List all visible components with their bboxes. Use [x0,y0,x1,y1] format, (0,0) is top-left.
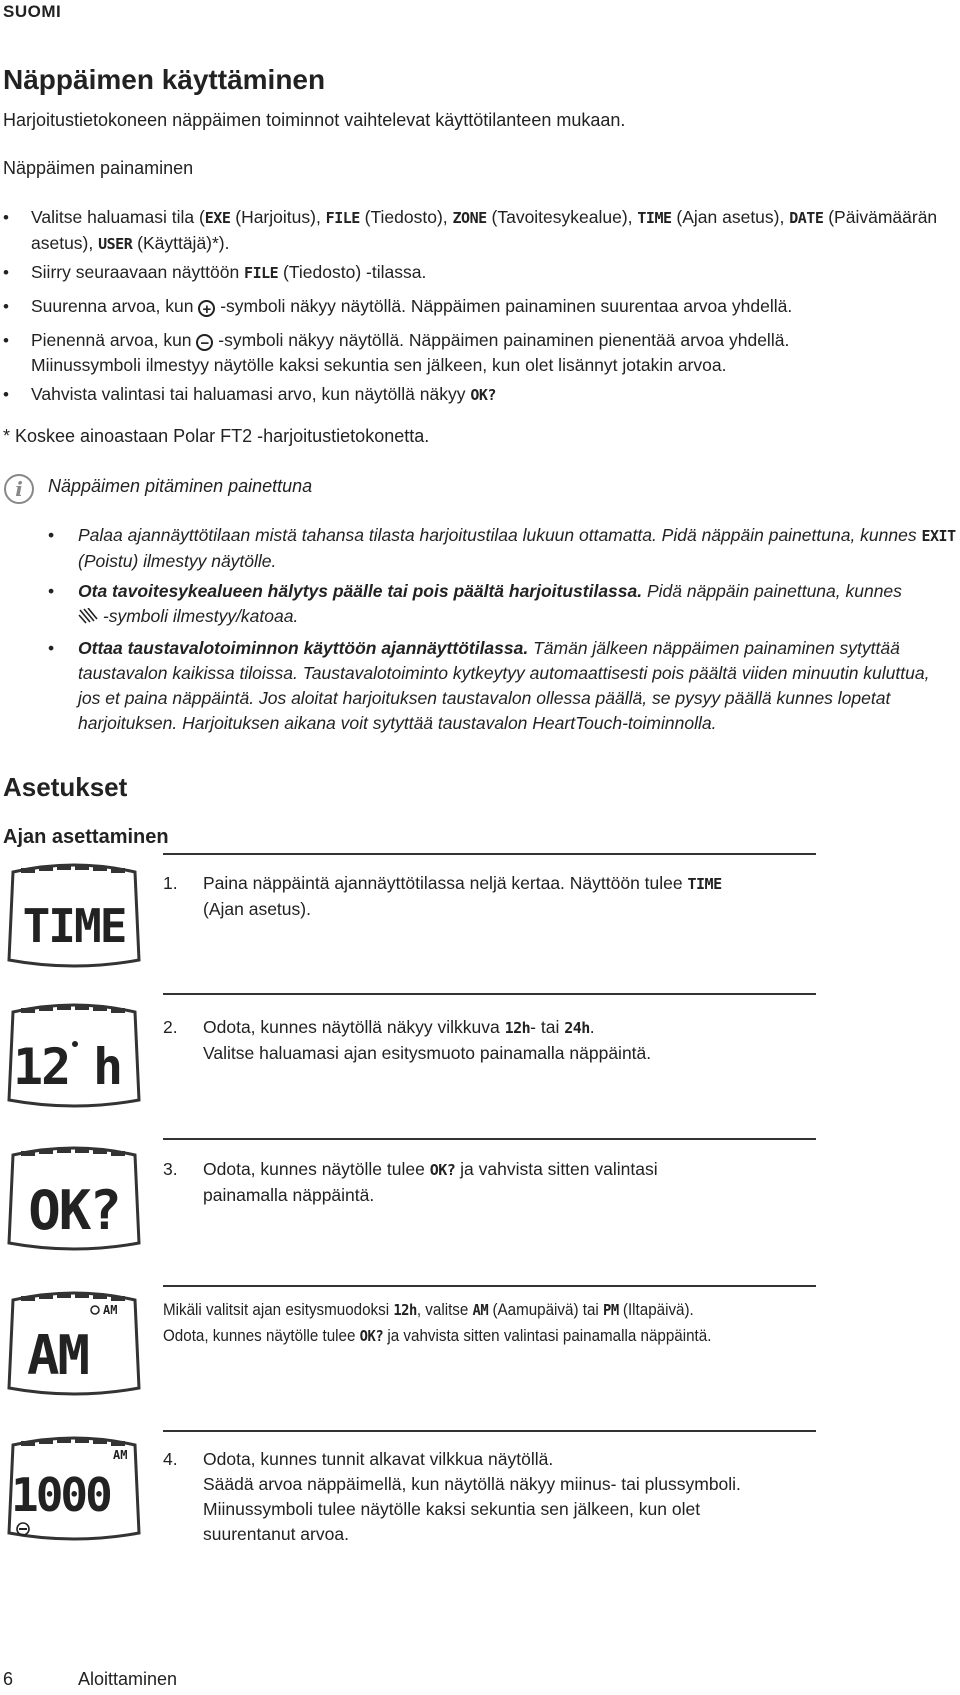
screen-text: AM [27,1324,89,1387]
intro-text: Harjoitustietokoneen näppäimen toiminnot vaihtelevat käyttötilanteen mukaan. [3,110,626,130]
time-setting-heading: Ajan asettaminen [3,826,169,848]
bullet-dot: • [3,208,9,227]
footnote: * Koskee ainoastaan Polar FT2 -harjoitustietokonetta. [3,426,430,446]
am-pm-note: Mikäli valitsit ajan esitysmuodoksi 12h, valitse AM (Aamupäivä) tai PM (Iltapäivä). Odota, kunnes näytölle tulee OK? ja vahvista sitten valintasi painamalla näppäintä. [163,1301,712,1345]
step-1: 1. Paina näppäintä ajannäyttötilassa neljä kertaa. Näyttöön tulee TIME (Ajan asetus). [163,873,722,919]
step-2: 2. Odota, kunnes näytöllä näkyy vilkkuva 12h- tai 24h. Valitse haluamasi ajan esitysmuoto painamalla näppäintä. [163,1017,652,1063]
hold-item-zone-alarm: • Ota tavoitesykealueen hälytys päälle tai pois päältä harjoitustilassa. Pidä näppäin painettuna, kunnes -symboli ilmestyy/katoaa. [48,581,902,626]
divider [163,993,816,995]
divider [163,1285,816,1287]
divider [163,1138,816,1140]
plus-icon: + [198,300,215,317]
screen-small-text: AM [103,1303,118,1317]
screen-text: TIME [22,899,126,953]
divider [163,853,816,855]
alarm-icon [78,608,98,624]
info-icon: i [4,474,34,504]
screen-text: OK? [28,1179,120,1242]
screen-small-text: AM [113,1448,128,1462]
press-heading: Näppäimen painaminen [3,158,194,178]
watch-screen-1000 [3,1433,145,1543]
hold-heading: Näppäimen pitäminen painettuna [48,476,313,496]
watch-screen-12h [3,1000,145,1110]
footer-section: Aloittaminen [78,1669,178,1689]
screen-text: 12 [13,1038,70,1096]
bullet-text: Valitse haluamasi tila (EXE (Harjoitus), FILE (Tiedosto), ZONE (Tavoitesykealue), TIME (Ajan asetus), DATE (Päivämäärän asetus), USER (Käyttäjä)*). [31,207,938,253]
language-label: SUOMI [3,2,62,21]
page-title: Näppäimen käyttäminen [3,64,326,95]
watch-screen-am [3,1288,145,1398]
watch-screen-time [3,860,145,970]
page-number: 6 [3,1669,14,1689]
step-4: 4. Odota, kunnes tunnit alkavat vilkkua näytöllä. Säädä arvoa näppäimellä, kun näytöllä näkyy miinus- tai plussymboli. Miinussymboli tulee näytölle kaksi sekuntia sen jälkeen, kun olet suurentanut arvoa. [163,1449,741,1544]
settings-heading: Asetukset [3,772,128,802]
screen-text: h [93,1038,124,1096]
hold-item-backlight: • Ottaa taustavalotoiminnon käyttöön ajannäyttötilassa. Tämän jälkeen näppäimen painaminen sytyttää taustavalon kaikissa tiloissa. Taustavalotoiminto kytkeytyy automaattisesti pois päältä viiden minuutin kuluttua, jos et paina näppäintä. Jos aloitat harjoituksen taustavalon ollessa päällä, se pysyy päällä kunnes lopetat harjoituksen. Harjoituksen aikana voit sytyttää taustavalon HeartTouch-toiminnolla. [48,638,930,733]
step-3: 3. Odota, kunnes näytölle tulee OK? ja vahvista sitten valintasi painamalla näppäintä. [163,1159,658,1205]
bullet-select-mode [3,205,943,255]
watch-screen-ok [3,1143,145,1253]
divider [163,1430,816,1432]
hold-item-exit: • Palaa ajannäyttötilaan mistä tahansa tilasta harjoitustilaa lukuun ottamatta. Pidä näppäin painettuna, kunnes EXIT (Poistu) ilmestyy näytölle. [48,525,956,571]
screen-text: 1000 [11,1468,110,1522]
minus-icon: − [196,334,213,351]
